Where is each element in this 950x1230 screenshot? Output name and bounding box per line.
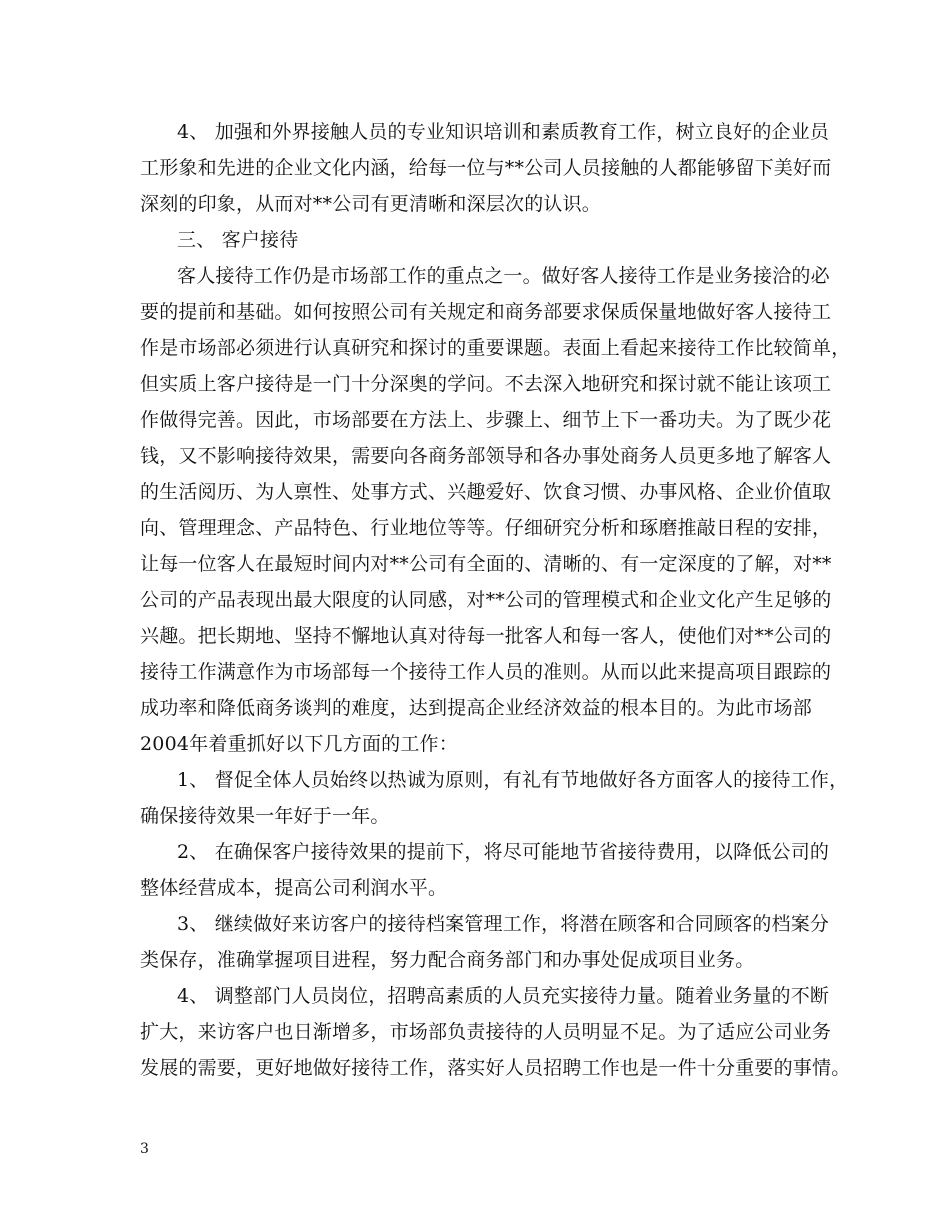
text-line: 接待工作满意作为市场部每一个接待工作人员的准则。从而以此来提高项目跟踪的 — [140, 661, 832, 683]
text-line: 让每一位客人在最短时间内对**公司有全面的、清晰的、有一定深度的了解，对** — [140, 553, 832, 575]
text-line: 要的提前和基础。如何按照公司有关规定和商务部要求保质保量地做好客人接待工 — [140, 301, 832, 323]
text-line: 公司的产品表现出最大限度的认同感，对**公司的管理模式和企业文化产生足够的 — [140, 589, 832, 611]
list-item-line: 4、 调整部门人员岗位，招聘高素质的人员充实接待力量。随着业务量的不断 — [177, 985, 830, 1007]
text-line: 类保存，准确掌握项目进程，努力配合商务部门和办事处促成项目业务。 — [140, 949, 755, 971]
text-line: 成功率和降低商务谈判的难度，达到提高企业经济效益的根本目的。为此市场部 — [140, 697, 813, 719]
text-line: 深刻的印象，从而对**公司有更清晰和深层次的认识。 — [140, 193, 602, 215]
text-line: 扩大，来访客户也日渐增多，市场部负责接待的人员明显不足。为了适应公司业务 — [140, 1021, 832, 1043]
text-line: 2004年着重抓好以下几方面的工作： — [140, 733, 458, 755]
list-item-line: 2、 在确保客户接待效果的提前下，将尽可能地节省接待费用，以降低公司的 — [177, 841, 830, 863]
text-line: 向、管理理念、产品特色、行业地位等等。仔细研究分析和琢磨推敲日程的安排， — [140, 517, 832, 539]
section-heading: 三、 客户接待 — [177, 229, 299, 251]
text-line: 确保接待效果一年好于一年。 — [140, 805, 390, 827]
text-line: 4、 加强和外界接触人员的专业知识培训和素质教育工作，树立良好的企业员 — [177, 121, 830, 143]
page-number: 3 — [140, 1141, 149, 1157]
text-line: 钱，又不影响接待效果，需要向各商务部领导和各办事处商务人员更多地了解客人 — [140, 445, 832, 467]
text-line: 的生活阅历、为人禀性、处事方式、兴趣爱好、饮食习惯、办事风格、企业价值取 — [140, 481, 832, 503]
text-line: 兴趣。把长期地、坚持不懈地认真对待每一批客人和每一客人，使他们对**公司的 — [140, 625, 832, 647]
text-line: 整体经营成本，提高公司利润水平。 — [140, 877, 448, 899]
text-line: 作是市场部必须进行认真研究和探讨的重要课题。表面上看起来接待工作比较简单， — [140, 337, 851, 359]
text-line: 但实质上客户接待是一门十分深奥的学问。不去深入地研究和探讨就不能让该项工 — [140, 373, 832, 395]
text-line: 作做得完善。因此，市场部要在方法上、步骤上、细节上下一番功夫。为了既少花 — [140, 409, 832, 431]
text-line: 发展的需要，更好地做好接待工作，落实好人员招聘工作也是一件十分重要的事情。 — [140, 1057, 851, 1079]
text-line: 客人接待工作仍是市场部工作的重点之一。做好客人接待工作是业务接洽的必 — [177, 265, 830, 287]
text-line: 工形象和先进的企业文化内涵，给每一位与**公司人员接触的人都能够留下美好而 — [140, 157, 832, 179]
list-item-line: 1、 督促全体人员始终以热诚为原则，有礼有节地做好各方面客人的接待工作， — [177, 769, 849, 791]
list-item-line: 3、 继续做好来访客户的接待档案管理工作，将潜在顾客和合同顾客的档案分 — [177, 913, 830, 935]
